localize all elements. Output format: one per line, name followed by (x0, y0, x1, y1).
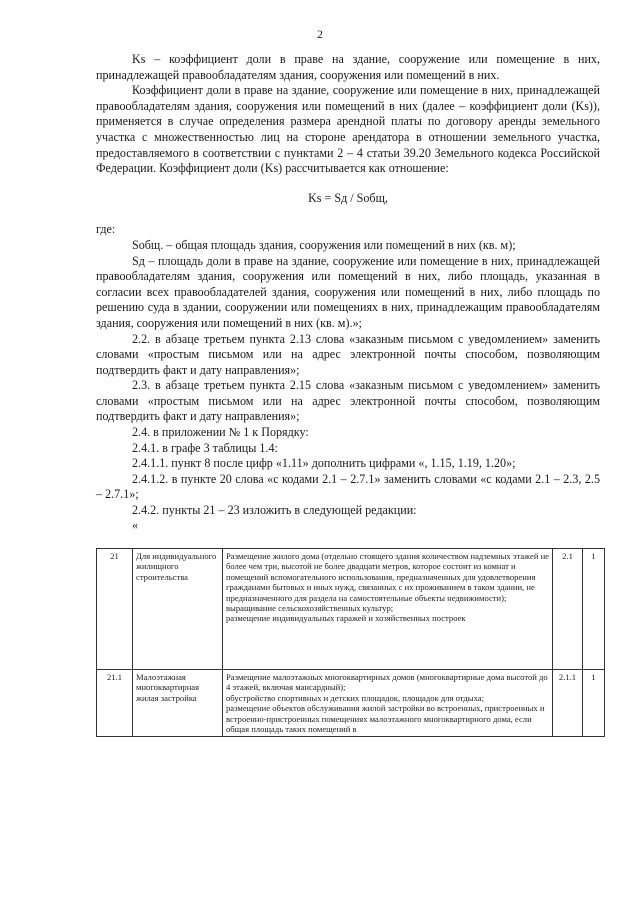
row-number: 21.1 (97, 670, 133, 737)
paragraph-ks-definition: Ks – коэффициент доли в праве на здание, сооружение или помещение в них, принадлежащей правообладателям здания, сооружения или помещений в них. (96, 52, 600, 82)
description-line: выращивание сельскохозяйственных культур; (226, 603, 394, 614)
row-description (223, 670, 553, 737)
row-code: 2.1 (553, 549, 583, 670)
page-number: 2 (317, 27, 323, 41)
row-code: 2.1.1 (553, 670, 583, 737)
paragraph-s-total: Sобщ. – общая площадь здания, сооружения или помещений в них (кв. м); (132, 237, 516, 252)
paragraph-2-4-2: 2.4.2. пункты 21 – 23 изложить в следующей редакции: (132, 503, 417, 518)
quote-open-mark: « (132, 517, 139, 532)
table-row (97, 670, 605, 737)
row-value: 1 (583, 670, 605, 737)
description-line: Размещение малоэтажных многоквартирных домов (многоквартирные дома высотой до 4 этажей, включая мансардный); (226, 672, 548, 693)
row-name: Малоэтажная многоквартирная жилая застройка (133, 670, 223, 737)
paragraph-2-4: 2.4. в приложении № 1 к Порядку: (132, 425, 309, 440)
where-label: где: (96, 222, 116, 237)
description-line: размещение индивидуальных гаражей и хозяйственных построек (226, 613, 466, 624)
description-line: обустройство спортивных и детских площадок, площадок для отдыха; (226, 692, 484, 703)
document-body (96, 52, 600, 531)
paragraph-2-4-1: 2.4.1. в графе 3 таблицы 1.4: (132, 440, 278, 455)
paragraph-2-3: 2.3. в абзаце третьем пункта 2.15 слова «заказным письмом с уведомлением» заменить словами «простым письмом или на адрес электронной почты способом, позволяющим подтвердить факт и дату направления»; (96, 378, 600, 424)
row-description (223, 549, 553, 670)
description-line: Размещение жилого дома (отдельно стоящего здания количеством надземных этажей не более чем три, высотой не более двадцати метров, которое состоит из комнат и помещений вспомогательного использования, предназначенных для удовлетворения гражданами бытовых и иных нужд, связанных с их проживанием в таком здании, не предназначенного для раздела на самостоятельные объекты недвижимости); (226, 551, 549, 603)
row-name: Для индивидуального жилищного строительства (133, 549, 223, 670)
paragraph-2-4-1-2: 2.4.1.2. в пункте 20 слова «с кодами 2.1 – 2.7.1» заменить словами «с кодами 2.1 – 2.3, 2.5 – 2.7.1»; (96, 471, 600, 502)
paragraph-2-4-1-1: 2.4.1.1. пункт 8 после цифр «1.11» дополнить цифрами «, 1.15, 1.19, 1.20»; (132, 456, 516, 471)
row-number: 21 (97, 549, 133, 670)
description-line: размещение объектов обслуживания жилой застройки во встроенных, пристроенных и встроенно-пристроенных помещениях малоэтажного многоквартирного дома, если общая площадь таких помещений в (226, 703, 545, 735)
row-value: 1 (583, 549, 605, 670)
formula: Ks = Sд / Sобщ, (308, 190, 388, 205)
paragraph-ks-application: Коэффициент доли в праве на здание, сооружение или помещение в них, принадлежащей правообладателям здания, сооружения или помещений в них (далее – коэффициент доли (Ks)), применяется в случае определения размера арендной платы по договору аренды земельного участка с множественностью лиц на стороне арендатора в отношении земельного участка, предоставляемого в соответствии с пунктами 2 – 4 статьи 39.20 Земельного кодекса Российской Федерации. Коэффициент доли (Ks) рассчитывается как отношение: (96, 83, 600, 176)
paragraph-2-2: 2.2. в абзаце третьем пункта 2.13 слова «заказным письмом с уведомлением» заменить словами «простым письмом или на адрес электронной почты способом, позволяющим подтвердить факт и дату направления»; (96, 331, 600, 377)
land-use-table (96, 548, 605, 737)
paragraph-s-share: Sд – площадь доли в праве на здание, сооружение или помещение в них, принадлежащей правообладателям здания, сооружения или помещений в них, либо площадь, указанная в согласии всех правообладателей здания, сооружения или помещений в них, либо площадь по решению суда в здании, сооружении или помещениях в них, принадлежащим правообладателям здания, сооружения или помещений в них (кв. м).»; (96, 253, 600, 330)
table-row (97, 549, 605, 670)
